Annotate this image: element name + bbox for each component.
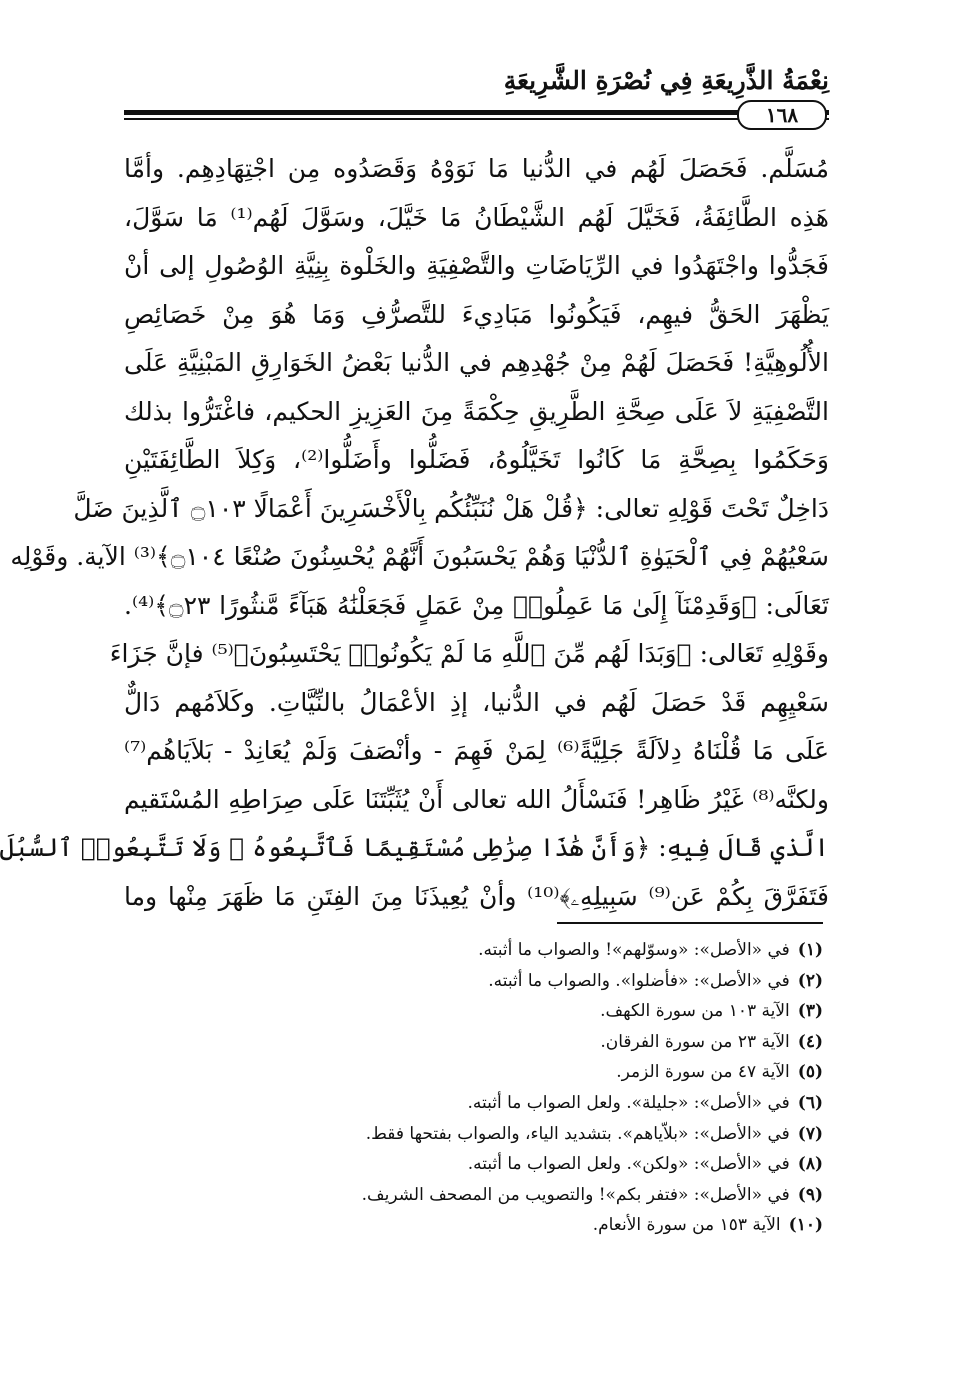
footnote-number: (٧) bbox=[797, 1123, 823, 1144]
footnote-number: (٩) bbox=[797, 1184, 823, 1205]
footnote-number: (١٠) bbox=[788, 1215, 823, 1236]
footnote-text: في «الأصل»: «فتفر بكم»! والتصويب من المصحف الشريف. bbox=[361, 1184, 790, 1205]
footnote bbox=[303, 1149, 823, 1180]
footnote-text: في «الأصل»: «ولكن». ولعل الصواب ما أثبته. bbox=[467, 1154, 790, 1175]
text-line: مُسَلَّم. فَحَصَلَ لَهُم في الدُّنيا مَا نَوَوْهُ وَقَصَدُوه مِن اجْتِهَادِهِم. وأمَّا bbox=[124, 154, 829, 183]
text-line: دَاخِلٌ تَحْتَ قَوْلِهِ تعالى: ﴿قُلْ هَلْ نُنَبِّئُكُم بِالْأَخْسَرِينَ أَعْمَالًا ۝١٠٣ ٱلَّذِينَ ضَلَّ bbox=[73, 493, 829, 523]
footnote-text: الآية ٢٣ من سورة الفرقان. bbox=[600, 1031, 790, 1052]
footnote-text: الآية ١٠٣ من سورة الكهف. bbox=[600, 1001, 790, 1022]
footnote-divider bbox=[557, 922, 823, 924]
footnote-text: الآية ١٥٣ من سورة الأنعام. bbox=[592, 1215, 781, 1236]
footnote-number: (٣) bbox=[797, 1001, 823, 1022]
running-title: نِعْمَةُ الذَّرِيعَةِ فِي نُصْرَةِ الشَّرِيعَةِ bbox=[503, 66, 829, 95]
footnotes bbox=[303, 935, 823, 1241]
header-rule-thick bbox=[124, 110, 829, 115]
footnote-number: (٦) bbox=[797, 1092, 823, 1113]
footnote-text: في «الأصل»: «فأضلوا». والصواب ما أثبته. bbox=[488, 970, 790, 991]
footnote bbox=[303, 1027, 823, 1058]
footnote-number: (٥) bbox=[797, 1062, 823, 1083]
footnote-text: في «الأصل»: «جليلة». ولعل الصواب ما أثبته. bbox=[467, 1092, 790, 1113]
text-line: يَظْهَرَ الحَقُّ فيهِم، فَيَكُونُوا مَبَادِيءَ للتَّصرُّفِ وَمَا هُوَ مِنْ خَصَائِصِ bbox=[124, 299, 829, 329]
text-line: فَجَدُّوا واجْتَهَدُوا في الرِّيَاضَاتِ والتَّصْفِيَةِ والخَلْوة بِنِيَّةِ الوُصُولِ إلى أنْ bbox=[124, 251, 829, 280]
text-line: فَتَفَرَّقَ بِكُمْ عَن⁽⁹⁾ سَبِيلِهِۦ﴾⁽¹⁰⁾ وأنْ يُعِيذَنَا مِنَ الفِتَنِ مَا ظَهَرَ مِنْها وما bbox=[124, 881, 829, 911]
text-line: عَلَى مَا قُلْنَاهُ دِلاَلَةً جَلِيَّةً⁽⁶⁾ لِمَنْ فَهِمَ - وأنْصَفَ وَلَمْ يُعَانِدْ - بَلاَيَاهُم⁽⁷⁾ bbox=[124, 736, 829, 765]
text-line: هَذِه الطَّائِفَةُ، فَخَيَّلَ لَهُم الشَّيْطَانُ مَا خَيَّلَ، وسَوَّلَ لَهُم⁽¹⁾ مَا سَوَّلَ، bbox=[124, 202, 829, 232]
footnote-number: (٨) bbox=[797, 1154, 823, 1175]
text-line: ولكنَّه⁽⁸⁾ غَيْرُ ظَاهِر! فَنَسْأَلُ الله تعالى أَنْ يُثَبِّتَنَا عَلَى صِرَاطِهِ المُسْتَقيم bbox=[124, 784, 829, 814]
text-line: الأُلُوهِيَّةِ! فَحَصَلَ لَهُمْ مِنْ جُهْدِهِم في الدُّنيا بَعْضُ الخَوَارِقِ المَبْنِيَّةِ عَلَى bbox=[124, 348, 829, 377]
text-line: تَعَالَى: ﴿وَقَدِمْنَآ إِلَىٰ مَا عَمِلُوا۟ مِنْ عَمَلٍ فَجَعَلْنَٰهُ هَبَآءً مَّنثُورًا ۝٢٣﴾⁽⁴⁾. bbox=[124, 590, 829, 620]
page-header bbox=[124, 60, 829, 127]
header-rule-thin bbox=[124, 118, 829, 120]
footnote bbox=[303, 1180, 823, 1211]
footnote-text: الآية ٤٧ من سورة الزمر. bbox=[616, 1062, 790, 1083]
text-line: سَعْيِهِم قَدْ حَصَلَ لَهُم في الدُّنيا، إذِ الأعْمَالُ بالنِّيَّاتِ. وكَلاَمُهم دَالٌّ bbox=[124, 687, 829, 717]
footnote-text: في «الأصل»: «وسوّلهم»! والصواب ما أثبته. bbox=[478, 940, 790, 960]
footnote bbox=[303, 1210, 823, 1241]
footnote-number: (١) bbox=[797, 940, 823, 960]
text-line: الَّذي قَالَ فِيهِ: ﴿وَأَنَّ هَٰذَا صِرَٰطِى مُسْتَقِيمًا فَٱتَّبِعُوهُ ۖ وَلَا تَتَّبِعُوا۟ ٱلسُّبُلَ bbox=[0, 833, 829, 862]
footnote bbox=[303, 1119, 823, 1150]
footnote bbox=[303, 966, 823, 997]
footnote-text: في «الأصل»: «بلاّياهم». بتشديد الياء، والصواب بفتحها فقط. bbox=[365, 1123, 790, 1144]
footnote bbox=[303, 935, 823, 966]
text-line: وَحَكَمُوا بِصِحَّةِ مَا كَانُوا تَخَيَّلُوهُ، فَضَلُّوا وأَضَلُّوا⁽²⁾، وَكِلاَ الطَّائِفَتَيْنِ bbox=[124, 445, 829, 474]
footnote bbox=[303, 996, 823, 1027]
footnote bbox=[303, 1088, 823, 1119]
footnote-number: (٤) bbox=[797, 1031, 823, 1052]
text-line: سَعْيُهُمْ فِي ٱلْحَيَوٰةِ ٱلدُّنْيَا وَهُمْ يَحْسَبُونَ أَنَّهُمْ يُحْسِنُونَ صُنْعًا ۝١٠٤﴾⁽³⁾ الآية. وقَوْلِه bbox=[10, 542, 829, 571]
footnote-number: (٢) bbox=[797, 970, 823, 991]
page-number: ١٦٨ bbox=[737, 100, 827, 130]
main-text bbox=[0, 145, 829, 921]
text-line: وقَوْلِهِ تَعَالى: ﴿وَبَدَا لَهُم مِّنَ ٱللَّهِ مَا لَمْ يَكُونُوا۟ يَحْتَسِبُونَ﴾⁽⁵⁾ فإنَّ جَزَاءَ bbox=[109, 639, 829, 668]
footnote bbox=[303, 1057, 823, 1088]
text-line: التَّصْفِيَةِ لاَ عَلَى صِحَّةِ الطَّرِيقِ حِكْمَةً مِنَ العَزِيزِ الحكيم، فاغْتَرُّوا بذلك bbox=[124, 396, 829, 426]
